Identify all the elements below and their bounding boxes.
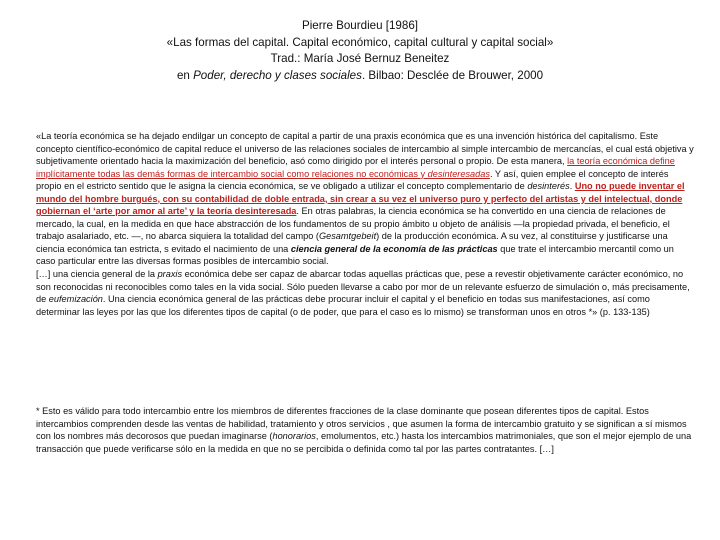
translator-line: Trad.: María José Bernuz Beneitez <box>270 52 450 65</box>
footnote-paragraph <box>36 405 694 455</box>
quote-text: . En otras palabras, la ciencia económica se ha convertido en una ciencia de relaciones de mercado, la cual, en la medida en que hace abstracción de los fundamentos de su propio ámbito u objeto de análisis —la propiedad privada, el beneficio, el trabajo asalariado, etc. —, no abarca siquiera la totalidad del campo ( <box>36 206 670 242</box>
quote-text-italic: Gesamtgebeit <box>318 231 377 242</box>
quote-text: . <box>569 181 575 192</box>
quotation-body <box>36 130 694 318</box>
source-prefix: en <box>176 68 194 82</box>
footnote <box>36 405 694 455</box>
quote-text: . Una ciencia económica general de las prácticas debe procurar incluir el capital y el beneficio en todas sus manifestaciones, así como determinar las leyes por las que los diferentes tipos de capital (o de poder, que para el caso es lo mismo) se transforman unos en otros *» (p. 133-135) <box>36 294 650 317</box>
quote-text: «La teoría económica se ha dejado endilgar un concepto de capital a partir de una praxis económica que es una invención histórica del capitalismo. Este concepto científico-económico de capital reduce el universo de las relaciones sociales de intercambio al simple intercambio de mercancías, el cual está objetiva y subjetivamente orientado hacia la maximización del beneficio, asó como dirigido por el interés personal o propio. De esta manera, <box>36 131 694 167</box>
quote-text-italic: eufemización <box>48 294 103 305</box>
book-title: Poder, derecho y clases sociales <box>193 68 362 82</box>
quote-text-italic: praxis <box>157 269 183 280</box>
footnote-text: , emolumentos, etc.) hasta los intercambios matrimoniales, que son el mejor ejemplo de una transacción que puede verificarse sólo en la medida en que no se percibida o definida como tal por las partes contratantes. […] <box>36 431 692 454</box>
quote-text-bold-italic: ciencia general de la economía de las prácticas <box>290 243 498 254</box>
quote-text: . Y así, quien emplee el concepto de interés propio en el estricto sentido que le asigna la ciencia económica, se ve obligado a utilizar el concepto complementario de <box>36 168 669 192</box>
quote-paragraph-1 <box>36 130 694 268</box>
quote-text: que trate el intercambio mercantil como un caso particular entre las diversas formas posibles de intercambio social. <box>36 243 674 267</box>
article-title: «Las formas del capital. Capital económico, capital cultural y capital social» <box>166 35 554 49</box>
quote-paragraph-2 <box>36 268 694 318</box>
highlighted-passage-italic: desinteresadas <box>427 168 490 179</box>
author-line: Pierre Bourdieu [1986] <box>301 19 418 32</box>
quote-text-italic: desinterés <box>527 181 570 192</box>
footnote-text-italic: honorarios <box>272 431 316 442</box>
quote-text: […] una ciencia general de la <box>36 269 158 280</box>
source-line <box>0 68 720 85</box>
highlighted-passage: la teoría económica define implícitamente todas las demás formas de intercambio social como relaciones no económicas y <box>36 156 675 179</box>
document-header <box>0 18 720 84</box>
quote-text: económica debe ser capaz de abarcar todas aquellas prácticas que, pese a revestir objetivamente carácter económico, no son reconocidas ni reconocibles como tales en la vida social. Sólo pueden llevarse a cabo por mor de un relevante esfuerzo de simulación o, más precisamente, de <box>36 269 690 305</box>
footnote-text: * Esto es válido para todo intercambio entre los miembros de diferentes fracciones de la clase dominante que posean diferentes tipos de capital. Estos intercambios comprenden desde las ventas de habilidad, tratamiento y otros servicios , que asumen la forma de intercambio gratuito y se significan a sí mismos con los nombres más decorosos que puedan imaginarse ( <box>36 406 687 442</box>
source-suffix: . Bilbao: Desclée de Brouwer, 2000 <box>361 68 544 82</box>
quote-text: ) de la producción económica. A su vez, al constituirse y justificarse una ciencia económica tan estricta, s evitado el nacimiento de una <box>36 231 668 254</box>
highlighted-passage-bold: Uno no puede inventar el mundo del hombre burgués, con su contabilidad de doble entrada, sin crear a su vez el universo puro y perfecto del artistas y del intelectual, donde gobiernan el ‘arte por amor al arte’ y la teoría desinteresada <box>36 181 685 217</box>
